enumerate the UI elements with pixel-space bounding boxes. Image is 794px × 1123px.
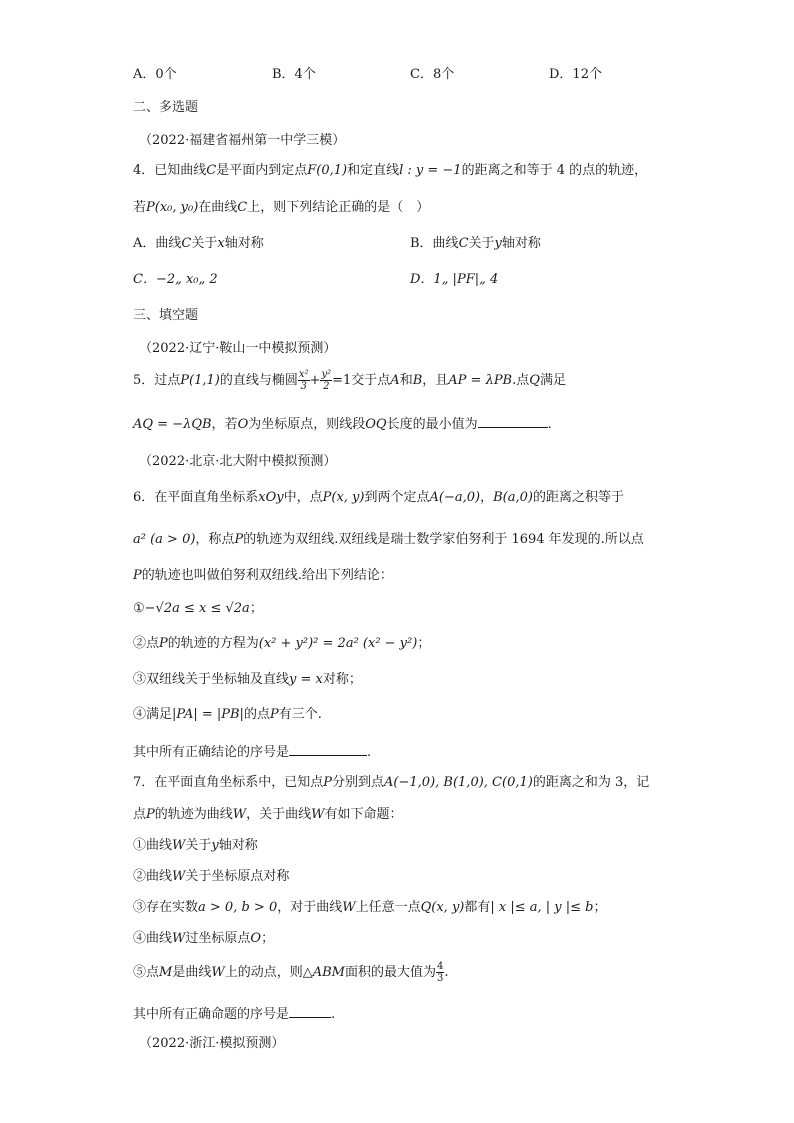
q3-option-c: C．8个 [410, 67, 455, 82]
section-heading-fill-in: 三、填空题 [133, 308, 199, 323]
q4-stem-line1: 4．已知曲线C是平面内到定点F(0,1)和定直线l : y = −1的距离之和等于 4 的点的轨迹， [133, 163, 648, 178]
q6-conclusion-4: ④满足|PA| = |PB|的点P有三个. [133, 707, 322, 722]
q6-conclusion-2: ②点P的轨迹的方程为(x² + y²)² = 2a² (x² − y²)； [133, 636, 431, 651]
q7-question: 其中所有正确命题的序号是 . [133, 1007, 336, 1022]
q4-option-a: A．曲线C关于x轴对称 [133, 236, 264, 251]
ellipse-fraction-y: $\frac{\text{y²}}{2}$ [321, 369, 332, 392]
q4-option-b: B．曲线C关于y轴对称 [410, 236, 541, 251]
q7-stem-line1: 7．在平面直角坐标系中，已知点P分别到点A(−1,0), B(1,0), C(0,1)的距离之和为 3，记 [133, 775, 650, 790]
q3-option-a: A．0个 [133, 67, 177, 82]
q7-proposition-4: ④曲线W过坐标原点O； [133, 931, 275, 946]
q4-stem-line2: 若P(x₀, y₀)在曲线C上，则下列结论正确的是（ ） [133, 200, 430, 215]
q6-source: （2022·北京·北大附中模拟预测） [139, 454, 337, 469]
q6-conclusion-3: ③双纽线关于坐标轴及直线y = x对称； [133, 672, 362, 687]
q7-proposition-3: ③存在实数a > 0, b > 0，对于曲线W上任意一点Q(x, y)都有| x |≤ a, | y |≤ b； [133, 900, 607, 915]
section-heading-multiple-choice: 二、多选题 [133, 100, 199, 115]
q4-option-d: D．1„ |PF|„ 4 [410, 272, 499, 287]
q7-stem-line2: 点P的轨迹为曲线W，关于曲线W有如下命题： [133, 807, 403, 822]
ellipse-fraction-x: $\frac{\text{x²}}{3}$ [298, 369, 309, 392]
q5-stem-line1: 5．过点P(1,1)的直线与椭圆 $\frac{\text{x²}}{3}$ + $\frac{\text{y²}}{2}$ =1交于点A和B，且AP = λPB.点Q满足 [133, 369, 566, 392]
q6-conclusion-1: ①−√2a ≤ x ≤ √2a； [133, 601, 263, 616]
q3-option-d: D．12个 [549, 67, 602, 82]
q3-option-b: B．4个 [272, 67, 316, 82]
q5-source: （2022·辽宁·鞍山一中模拟预测） [139, 341, 337, 356]
q6-stem-line2: a² (a > 0)，称点P的轨迹为双纽线.双纽线是瑞士数学家伯努利于 1694 年发现的.所以点 [133, 532, 644, 547]
q7-proposition-1: ①曲线W关于y轴对称 [133, 838, 258, 853]
q7-answer-blank[interactable] [289, 1005, 331, 1018]
q4-source: （2022·福建省福州第一中学三模） [139, 133, 346, 148]
q7-proposition-5: ⑤点M是曲线W上的动点，则△ABM面积的最大值为 $\frac{4}{3}$ . [133, 961, 449, 984]
q5-stem-line2: AQ = −λQB，若O为坐标原点，则线段OQ长度的最小值为 . [133, 417, 552, 432]
q5-answer-blank[interactable] [478, 415, 548, 428]
q6-answer-blank[interactable] [289, 743, 367, 756]
max-area-fraction: $\frac{4}{3}$ [437, 961, 444, 984]
q6-stem-line1: 6．在平面直角坐标系xOy中，点P(x, y)到两个定点A(−a,0)，B(a,0)的距离之积等于 [133, 490, 624, 505]
q4-option-c: C．−2„ x₀„ 2 [133, 272, 218, 287]
q8-source: （2022·浙江·模拟预测） [139, 1036, 285, 1051]
q6-question: 其中所有正确结论的序号是 . [133, 745, 372, 760]
q7-proposition-2: ②曲线W关于坐标原点对称 [133, 869, 290, 884]
q6-stem-line3: P的轨迹也叫做伯努利双纽线.给出下列结论： [133, 568, 393, 583]
